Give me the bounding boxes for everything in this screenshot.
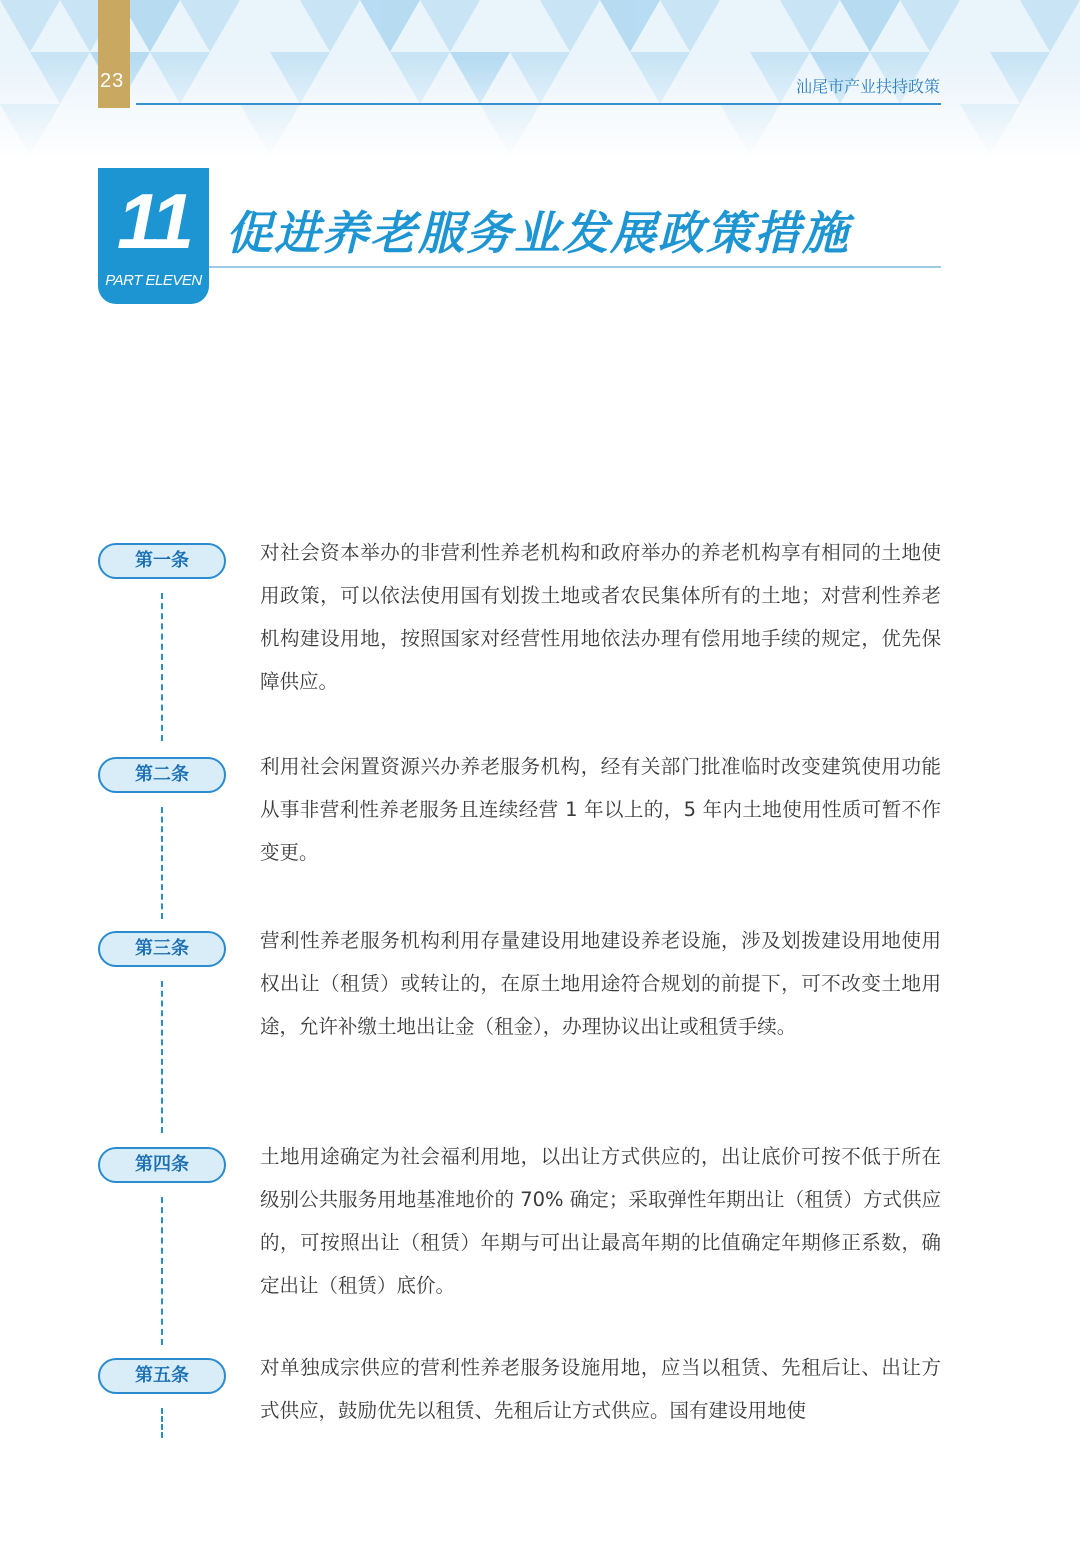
article-text: 营利性养老服务机构利用存量建设用地建设养老设施，涉及划拨建设用地使用权出让（租赁）或转让的，在原土地用途符合规划的前提下，可不改变土地用途，允许补缴土地出让金（租金），办理协议出让或租赁手续。 <box>260 929 941 1038</box>
article-badge: 第五条 <box>98 1358 226 1394</box>
part-number-block <box>98 168 209 304</box>
article-badge: 第一条 <box>98 543 226 579</box>
article-text: 利用社会闲置资源兴办养老服务机构，经有关部门批准临时改变建筑使用功能从事非营利性养老服务且连续经营 1 年以上的，5 年内土地使用性质可暂不作变更。 <box>260 755 941 864</box>
dashed-connector <box>161 1408 163 1438</box>
dashed-connector <box>161 807 163 919</box>
article-text: 对社会资本举办的非营利性养老机构和政府举办的养老机构享有相同的土地使用政策，可以依法使用国有划拨土地或者农民集体所有的土地；对营利性养老机构建设用地，按照国家对经营性用地依法办理有偿用地手续的规定，优先保障供应。 <box>260 541 941 693</box>
article-text: 对单独成宗供应的营利性养老服务设施用地，应当以租赁、先租后让、出让方式供应，鼓励优先以租赁、先租后让方式供应。国有建设用地使 <box>260 1356 941 1422</box>
part-label: PART ELEVEN <box>105 272 202 289</box>
dashed-connector <box>161 593 163 741</box>
article-badge: 第三条 <box>98 931 226 967</box>
title-divider <box>209 266 941 268</box>
header-divider <box>136 103 941 105</box>
dashed-connector <box>161 1197 163 1345</box>
running-title: 汕尾市产业扶持政策 <box>795 77 940 96</box>
page-number: 23 <box>100 70 125 92</box>
dashed-connector <box>161 981 163 1133</box>
part-number: 11 <box>117 177 190 265</box>
chapter-title: 促进养老服务业发展政策措施 <box>226 206 850 260</box>
article-badge: 第二条 <box>98 757 226 793</box>
article-badge: 第四条 <box>98 1147 226 1183</box>
article-text: 土地用途确定为社会福利用地，以出让方式供应的，出让底价可按不低于所在级别公共服务用地基准地价的 70% 确定；采取弹性年期出让（租赁）方式供应的，可按照出让（租赁）年期与可出让最高年期的比值确定年期修正系数，确定出让（租赁）底价。 <box>260 1145 941 1297</box>
